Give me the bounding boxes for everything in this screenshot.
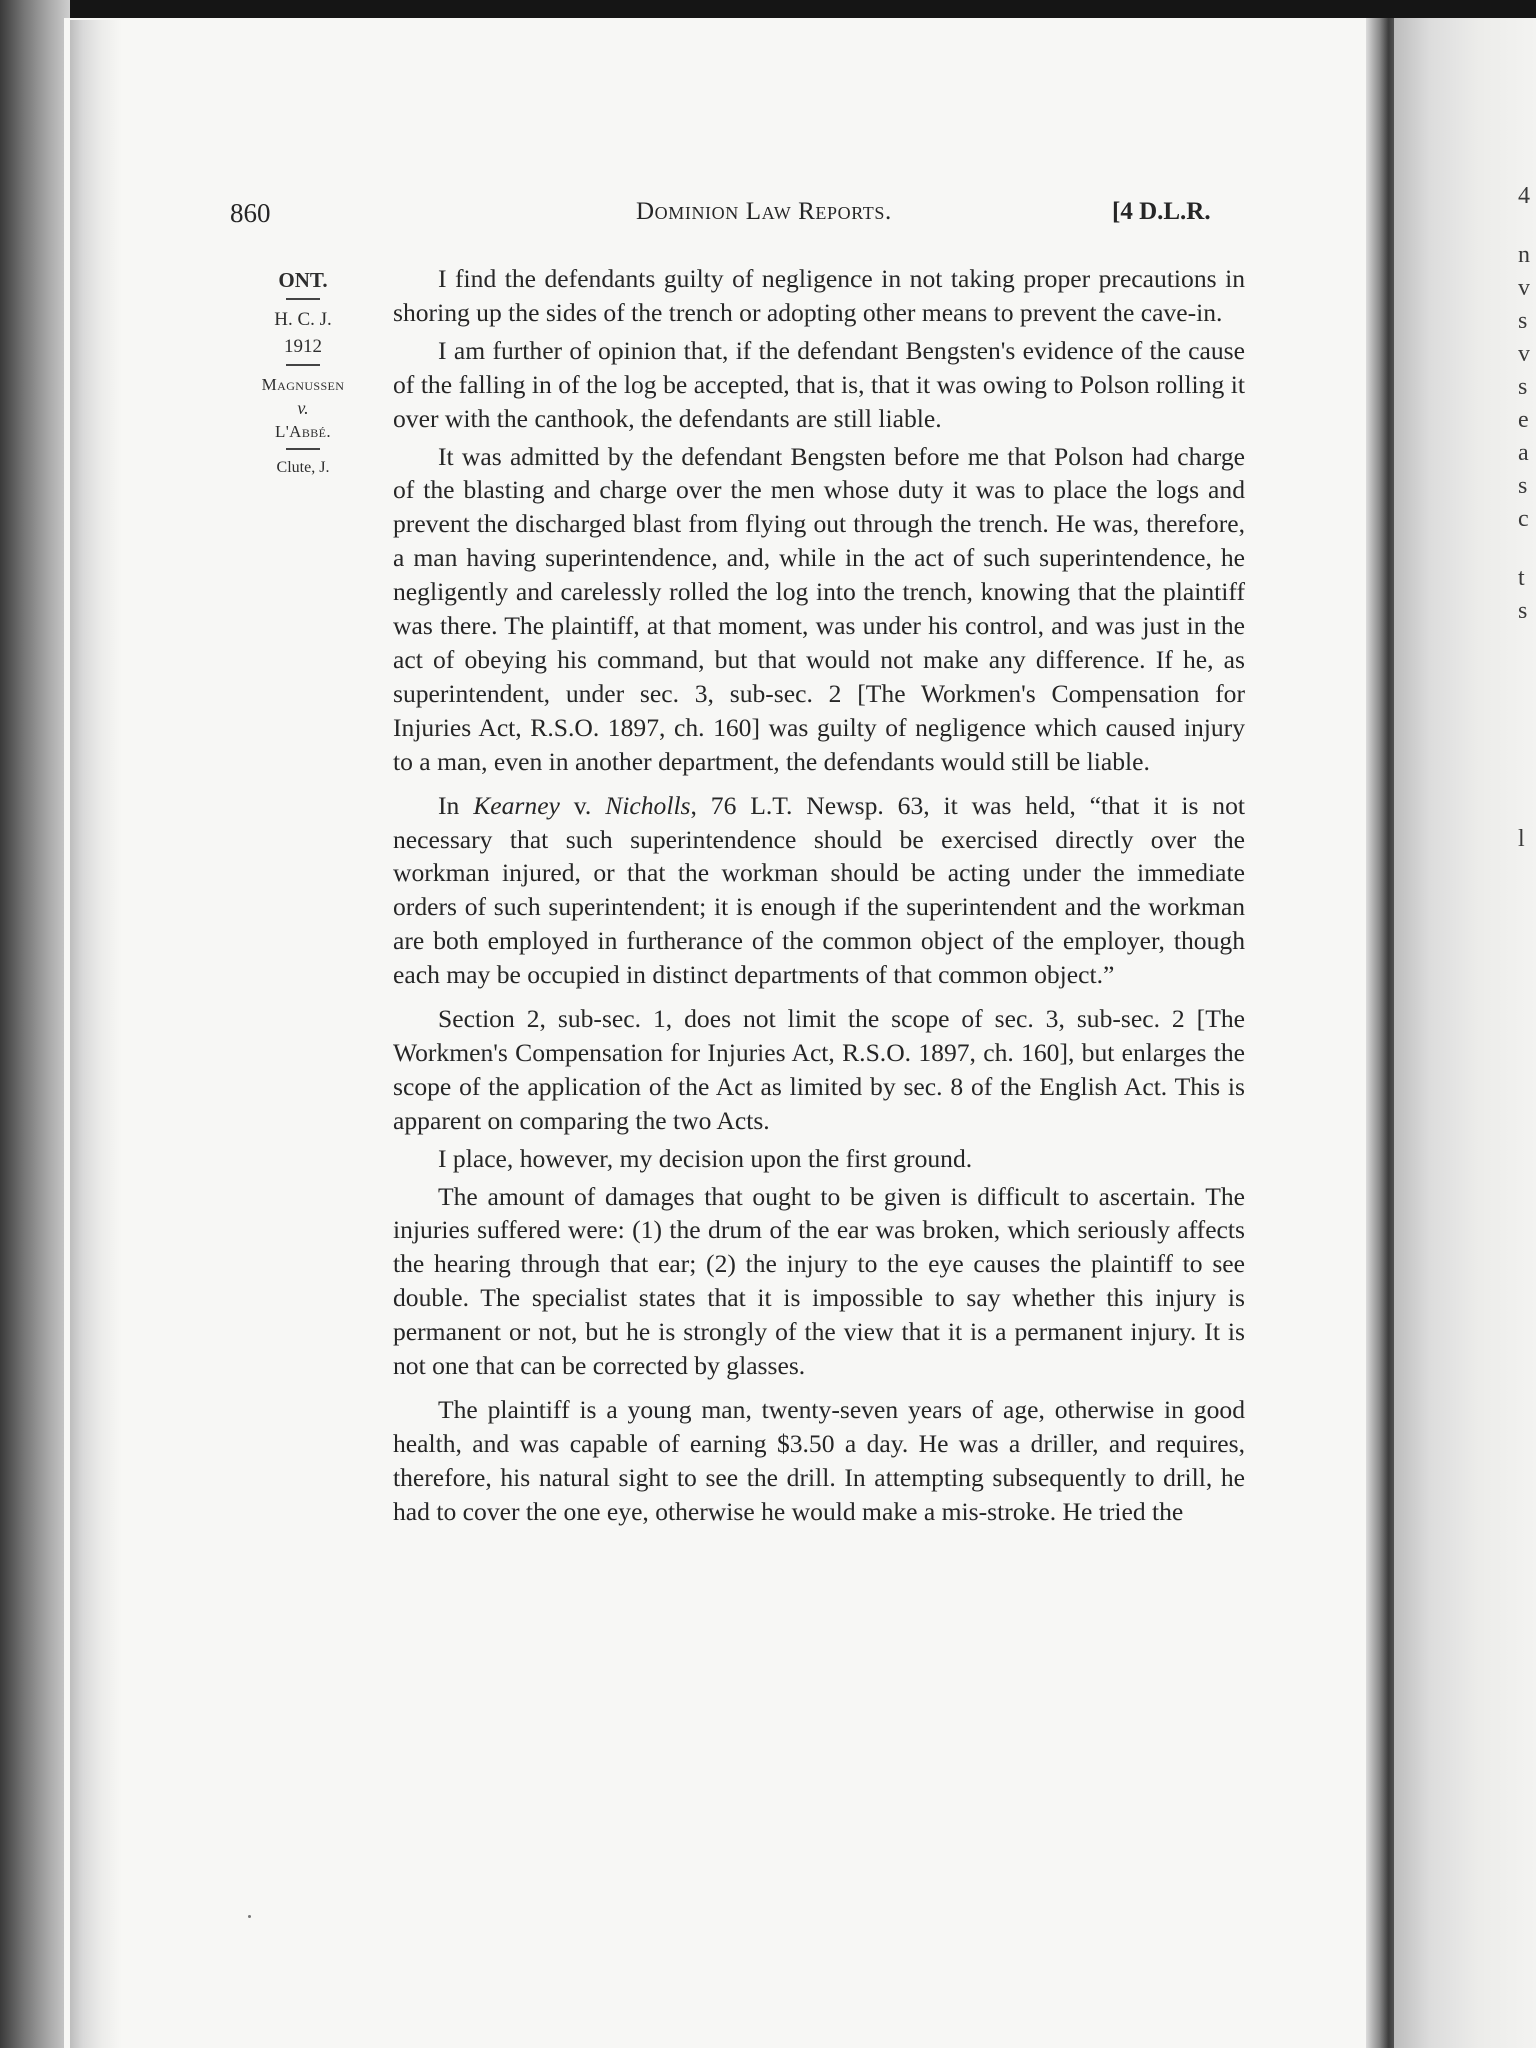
case-versus: v. [559,790,606,820]
facing-page-letter: c [1518,506,1529,532]
facing-page-letter: a [1518,440,1529,466]
party-plaintiff: Magnussen [261,375,345,394]
facing-page-letter: v [1518,275,1530,301]
case-citation-paragraph [393,789,1245,992]
court-division: H. C. J. [274,309,332,330]
paragraph: The plaintiff is a young man, twenty-seven years of age, otherwise in good health, and was capable of earning $3.50 a day. He was a driller, and requires, therefore, his natural sight to see the drill. In attempting subsequently to drill, he had to cover the one eye, otherwise he would make a mis-stroke. He tried the [393,1395,1245,1526]
decision-year: 1912 [284,336,322,357]
journal-title: Dominion Law Reports. [636,198,892,225]
court-label: ONT. [278,268,328,292]
book-page-edges [0,0,70,2048]
facing-page-letter: v [1518,341,1530,367]
paragraph: I am further of opinion that, if the defendant Bengsten's evidence of the cause of the falling in of the log be accepted, that is, that it was owing to Polson rolling it over with the canthook, the defendants are still liable. [393,335,1245,433]
facing-page-letter: s [1518,598,1528,624]
facing-page-letter: l [1518,826,1525,852]
facing-page-letter: s [1518,473,1528,499]
margin-rule [286,364,320,366]
page-binding-shadow [70,20,122,2048]
citation-prefix: In [438,790,474,820]
margin-note [228,266,378,480]
case-name: Nicholls [605,790,691,820]
case-name: Kearney [473,790,560,820]
facing-page-letter: n [1518,242,1530,268]
body-text [393,262,1245,1533]
facing-page-letter: e [1518,407,1529,433]
margin-rule [286,448,320,450]
scan-speck [248,1915,251,1918]
party-defendant: L'Abbé. [274,422,332,441]
facing-page-fragments [1518,180,1530,856]
facing-page-letter: 4 [1518,183,1530,209]
facing-page [1394,18,1536,2048]
volume-reference: [4 D.L.R. [1112,198,1211,225]
scan-top-border [0,0,1536,20]
paragraph: I find the defendants guilty of negligence in not taking proper precautions in shoring up the sides of the trench or adopting other means to prevent the cave-in. [393,264,1245,327]
facing-page-letter: s [1518,308,1528,334]
page-number: 860 [230,198,271,228]
facing-page-letter: s [1518,374,1528,400]
book-gutter [1366,18,1396,2048]
judge-name: Clute, J. [276,459,330,476]
paragraph: It was admitted by the defendant Bengsten before me that Polson had charge of the blasting and charge over the men whose duty it was to place the logs and prevent the discharged blast from flying out through the trench. He was, therefore, a man having superintendence, and, while in the act of such superintendence, he negligently and carelessly rolled the log into the trench, knowing that the plaintiff was there. The plaintiff, at that moment, was under his control, and was just in the act of obeying his command, but that would not make any difference. If he, as superintendent, under sec. 3, sub-sec. 2 [The Workmen's Compensation for Injuries Act, R.S.O. 1897, ch. 160] was guilty of negligence which caused injury to a man, even in another department, the defendants would still be liable. [393,441,1245,776]
paragraph: Section 2, sub-sec. 1, does not limit the scope of sec. 3, sub-sec. 2 [The Workmen's Compensation for Injuries Act, R.S.O. 1897, ch. 160], but enlarges the scope of the application of the Act as limited by sec. 8 of the English Act. This is apparent on comparing the two Acts. [393,1004,1245,1135]
margin-rule [286,298,320,300]
running-head [0,198,1536,238]
paragraph: I place, however, my decision upon the first ground. [438,1143,973,1173]
citation-quote: , 76 L.T. Newsp. 63, it was held, “that it is not necessary that such superintendence should be exercised directly over the workman injured, or that the workman should be acting under the immediate orders of such superintendent; it is enough if the superintendent and the workman are both employed in furtherance of the common object of the employer, though each may be occupied in distinct departments of that common object.” [393,790,1245,990]
paragraph: The amount of damages that ought to be given is difficult to ascertain. The injuries suffered were: (1) the drum of the ear was broken, which seriously affects the hearing through that ear; (2) the injury to the eye causes the plaintiff to see double. The specialist states that it is impossible to say whether this injury is permanent or not, but he is strongly of the view that it is a permanent injury. It is not one that can be corrected by glasses. [393,1181,1245,1381]
versus-label: v. [297,398,309,418]
facing-page-letter: t [1518,565,1525,591]
